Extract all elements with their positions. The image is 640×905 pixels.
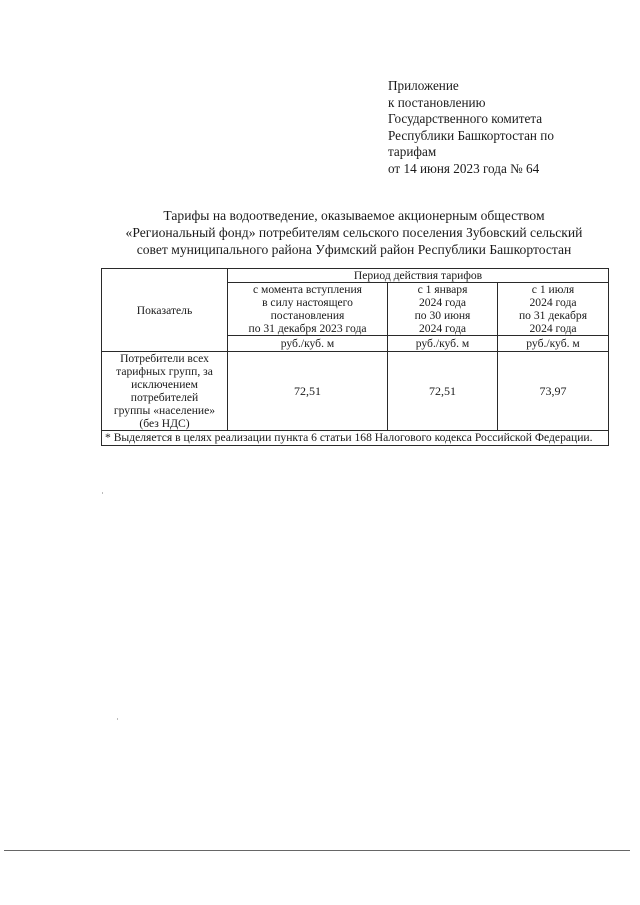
title-line: «Региональный фонд» потребителям сельского поселения Зубовский сельский <box>125 225 583 240</box>
appendix-line: тарифам <box>388 144 437 160</box>
period-line: 2024 года <box>418 296 467 310</box>
period-line: в силу настоящего <box>262 296 353 310</box>
period-2 <box>388 283 498 336</box>
tariff-value: 72,51 <box>228 352 388 431</box>
period-line: с 1 января <box>417 283 468 297</box>
unit-cell: руб./куб. м <box>498 336 609 352</box>
consumer-line: тарифных групп, за <box>116 365 213 379</box>
period-line: 2024 года <box>418 322 467 336</box>
title-line: Тарифы на водоотведение, оказываемое акционерным обществом <box>163 208 545 223</box>
scan-speck <box>117 718 118 720</box>
appendix-line: Республики Башкортостан по <box>388 127 554 143</box>
period-line: с момента вступления <box>252 283 363 297</box>
appendix-line: от 14 июня 2023 года № 64 <box>388 160 540 176</box>
scan-speck <box>102 492 103 494</box>
scan-edge-line <box>4 850 630 851</box>
tariff-value: 73,97 <box>498 352 609 431</box>
consumer-group-cell <box>102 352 228 431</box>
appendix-block <box>388 78 618 178</box>
appendix-line: к постановлению <box>388 94 486 110</box>
period-line: постановления <box>270 309 345 323</box>
tariff-value: 72,51 <box>388 352 498 431</box>
period-header: Период действия тарифов <box>228 269 609 283</box>
consumer-line: исключением <box>131 378 198 392</box>
footnote-row <box>102 431 609 445</box>
consumer-line: потребителей <box>130 391 199 405</box>
footnote: * Выделяется в целях реализации пункта 6 статьи 168 Налогового кодекса Российской Федерации. <box>102 431 609 445</box>
period-line: по 31 декабря 2023 года <box>248 322 367 336</box>
consumer-line: группы «население» <box>113 404 216 418</box>
consumer-line: Потребители всех <box>120 352 209 366</box>
period-1 <box>228 283 388 336</box>
period-line: по 31 декабря <box>518 309 588 323</box>
unit-cell: руб./куб. м <box>228 336 388 352</box>
title-line: совет муниципального района Уфимский район Республики Башкортостан <box>136 242 572 257</box>
appendix-line: Приложение <box>388 78 459 93</box>
period-line: по 30 июня <box>414 309 471 323</box>
indicator-header: Показатель <box>102 269 228 352</box>
consumer-line: (без НДС) <box>139 417 190 431</box>
document-title <box>100 207 608 258</box>
table-header-row <box>102 269 609 283</box>
period-line: 2024 года <box>529 322 577 336</box>
appendix-line: Государственного комитета <box>388 111 543 127</box>
period-line: с 1 июля <box>531 283 575 297</box>
unit-cell: руб./куб. м <box>388 336 498 352</box>
table-row <box>102 352 609 431</box>
tariff-table <box>101 268 609 446</box>
period-3 <box>498 283 609 336</box>
period-line: 2024 года <box>529 296 577 310</box>
